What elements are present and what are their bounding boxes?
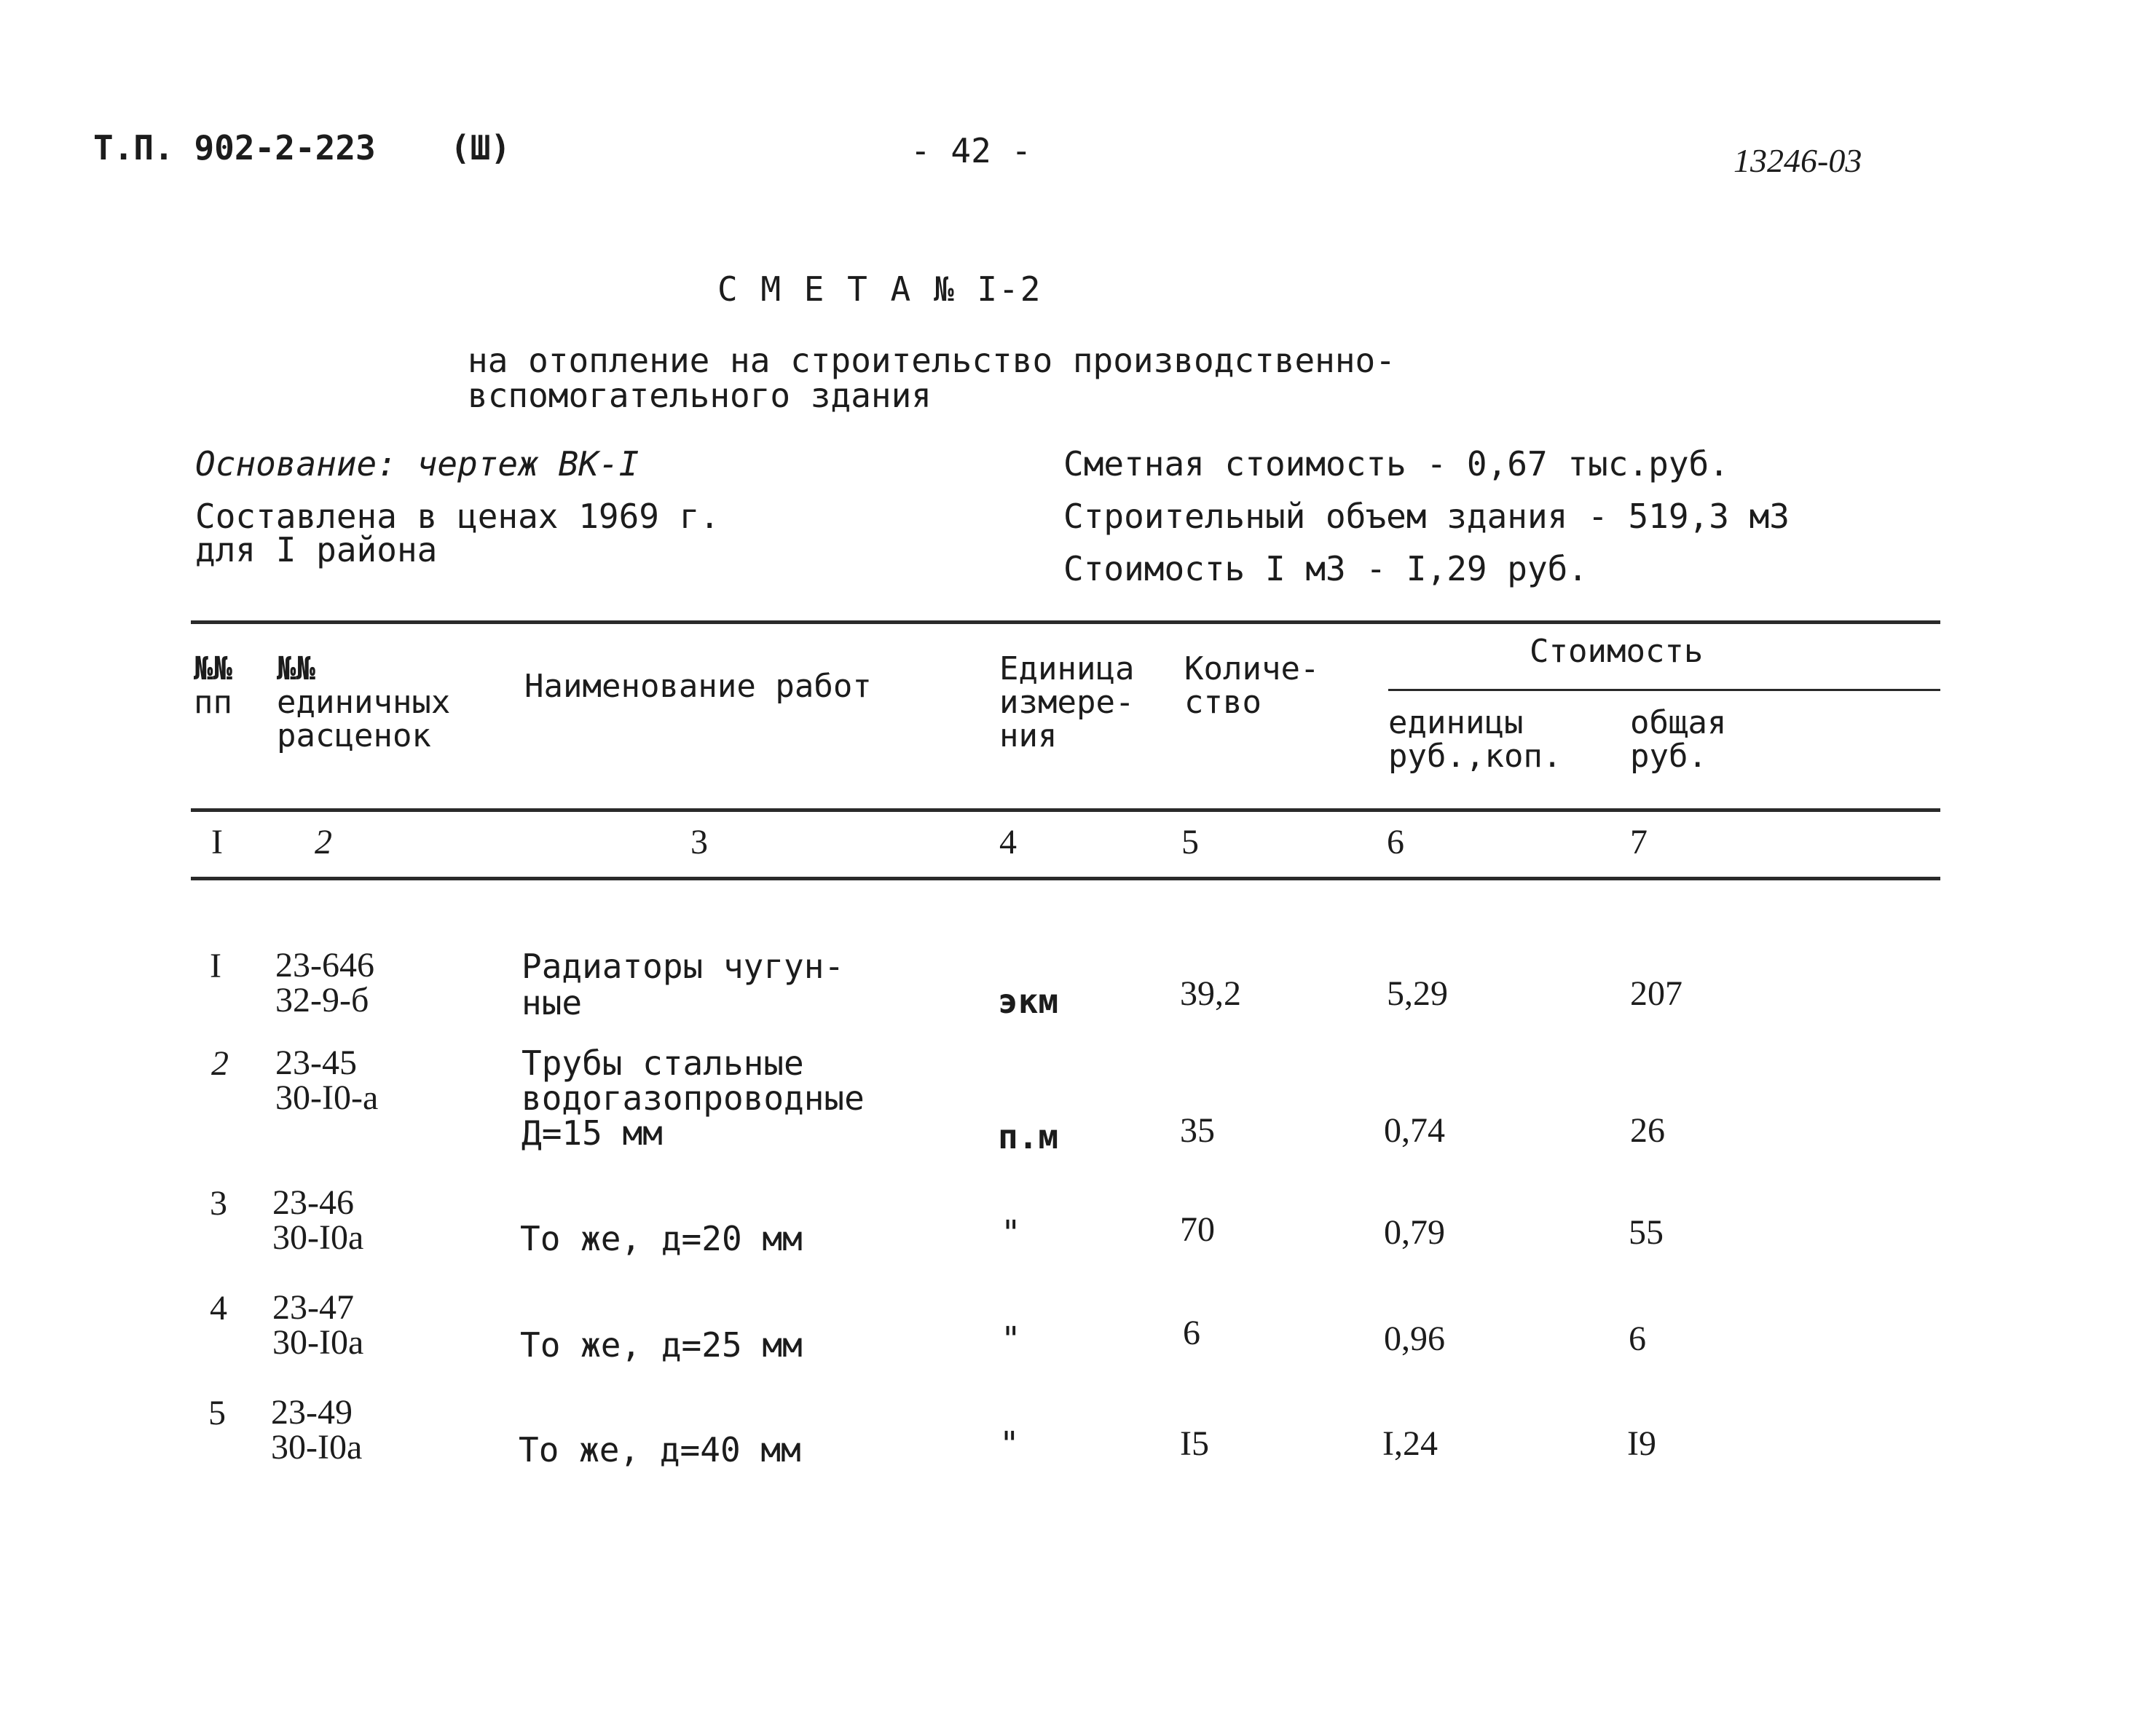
subtitle-line-2: вспомогательного здания (468, 376, 932, 415)
row-codes: 23-47 30-I0а (272, 1288, 364, 1362)
row-number: 2 (211, 1044, 229, 1083)
building-volume-text: Строительный объем здания - 519,3 м3 (1063, 497, 1790, 536)
row-unit: п.м (998, 1117, 1059, 1156)
row-unit: " (1001, 1213, 1021, 1252)
row-total: 26 (1630, 1111, 1665, 1150)
subtitle-line-1: на отопление на строительство производственно- (468, 341, 1396, 380)
column-number: 2 (315, 823, 332, 861)
row-work-name: То же, д=20 мм (520, 1219, 803, 1258)
row-total: 207 (1630, 974, 1682, 1013)
header-unit-rate-codes: №№ единичных расценок (277, 650, 451, 754)
document-code: Т.П. 902-2-223 (93, 128, 376, 167)
row-quantity: I5 (1180, 1424, 1209, 1463)
row-unit-price: 0,74 (1384, 1111, 1445, 1150)
row-total: 6 (1629, 1319, 1646, 1358)
document-title: С М Е Т А № I-2 (717, 269, 1042, 309)
region-text: для I района (195, 530, 438, 569)
row-total: I9 (1627, 1424, 1656, 1463)
basis-text: Основание: чертеж ВК-I (195, 444, 639, 484)
row-quantity: 70 (1180, 1210, 1215, 1249)
row-number: 5 (208, 1394, 226, 1432)
row-number: I (210, 947, 221, 985)
column-number: 4 (999, 823, 1017, 861)
row-codes: 23-49 30-I0а (271, 1393, 363, 1467)
row-unit-price: I,24 (1382, 1424, 1438, 1463)
row-codes: 23-46 30-I0а (272, 1183, 364, 1257)
row-unit-price: 0,79 (1384, 1213, 1445, 1252)
row-unit: " (999, 1424, 1020, 1464)
row-work-name: Трубы стальные водогазопроводные Д=15 мм (521, 1043, 865, 1153)
section-mark: (Ш) (450, 128, 511, 167)
column-number: 6 (1387, 823, 1404, 861)
row-codes: 23-646 32-9-б (275, 946, 374, 1019)
row-unit-price: 5,29 (1387, 974, 1448, 1013)
header-row-number: №№ пп (194, 650, 232, 721)
row-work-name: Радиаторы чугун- ные (521, 947, 845, 1022)
cost-group-rule (1388, 689, 1940, 691)
cost-per-m3-text: Стоимость I м3 - I,29 руб. (1063, 549, 1589, 588)
page-number: - 42 - (910, 131, 1032, 170)
row-codes: 23-45 30-I0-а (275, 1043, 379, 1117)
row-number: 4 (210, 1289, 227, 1327)
row-quantity: 35 (1180, 1111, 1215, 1150)
table-top-rule (191, 620, 1940, 624)
row-unit-price: 0,96 (1384, 1319, 1445, 1358)
estimated-cost-text: Сметная стоимость - 0,67 тыс.руб. (1063, 444, 1729, 484)
header-unit-price: единицы руб.,коп. (1388, 704, 1562, 775)
row-quantity: 39,2 (1180, 974, 1241, 1013)
row-work-name: То же, д=40 мм (519, 1430, 801, 1469)
header-quantity: Количе- ство (1184, 650, 1320, 721)
column-number: 3 (690, 823, 708, 861)
row-unit: " (1001, 1319, 1021, 1359)
header-bottom-rule (191, 808, 1940, 812)
row-total: 55 (1629, 1213, 1664, 1252)
column-numbers-rule (191, 877, 1940, 880)
column-number: I (211, 823, 223, 861)
prices-year-text: Составлена в ценах 1969 г. (195, 497, 720, 536)
row-number: 3 (210, 1184, 227, 1223)
row-quantity: 6 (1183, 1314, 1200, 1352)
header-unit: Единица измере- ния (999, 650, 1135, 754)
column-number: 5 (1181, 823, 1199, 861)
header-total: общая руб. (1630, 704, 1727, 775)
header-cost-group: Стоимость (1530, 633, 1704, 670)
row-unit: экм (998, 982, 1059, 1021)
header-work-name: Наименование работ (524, 668, 872, 705)
column-number: 7 (1630, 823, 1648, 861)
archive-number: 13246-03 (1733, 142, 1862, 179)
row-work-name: То же, д=25 мм (520, 1325, 803, 1365)
